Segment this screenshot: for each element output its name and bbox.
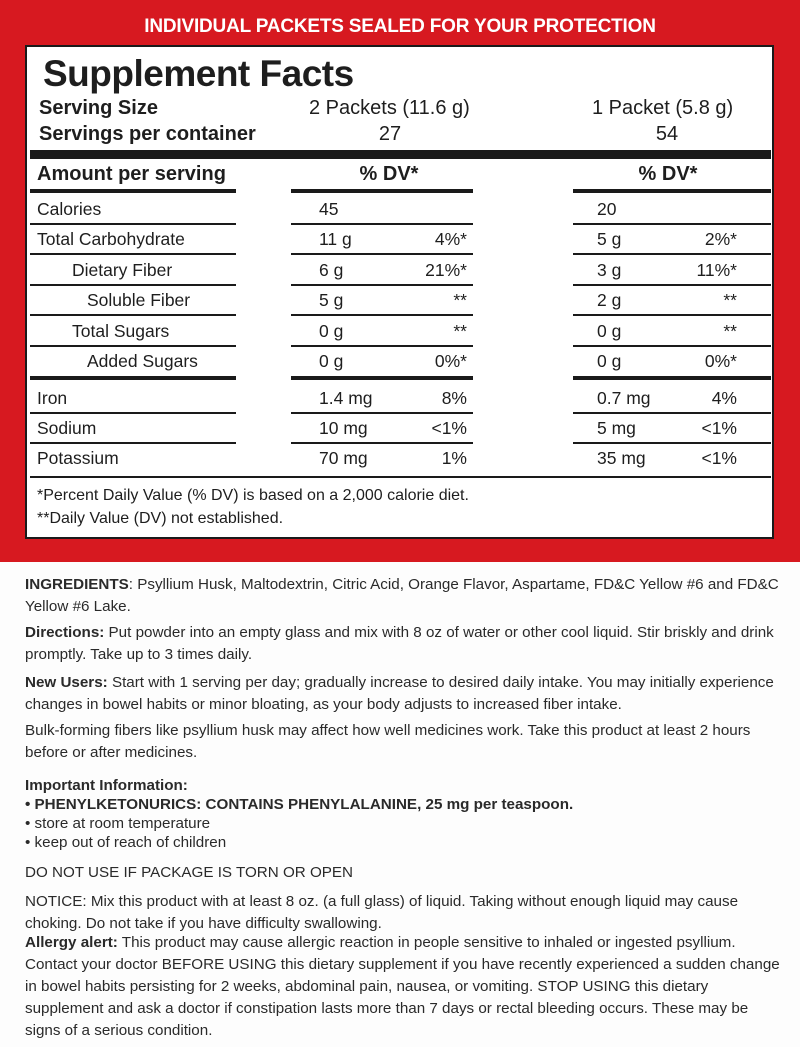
nutrient-dv-a: 21%* (425, 260, 467, 280)
footnote-dv: *Percent Daily Value (% DV) is based on a 2,000 calorie diet. (37, 487, 469, 504)
nutrient-dv-a: 8% (441, 388, 467, 408)
nutrient-dv-b: 4% (711, 388, 737, 408)
notice-paragraph: NOTICE: Mix this product with at least 8 oz. (a full glass) of liquid. Taking without enough liquid may cause choking. Do not take if you have difficulty swallowing. (25, 893, 739, 932)
row-divider (291, 412, 473, 414)
row-divider (291, 442, 473, 444)
nutrient-amount-a: 11 g (319, 229, 352, 249)
supplement-facts-panel (25, 45, 774, 539)
footnote-divider (30, 476, 771, 478)
nutrient-name: Dietary Fiber (72, 260, 173, 280)
nutrient-amount-b: 0 g (597, 351, 622, 371)
nutrient-dv-a: 0%* (434, 351, 467, 371)
row-divider (291, 223, 473, 225)
nutrient-name: Added Sugars (87, 351, 198, 371)
serving-size-label: Serving Size (39, 97, 158, 119)
nutrient-dv-b: 0%* (704, 351, 737, 371)
allergy-text: This product may cause allergic reaction in people sensitive to inhaled or ingested psyllium. Contact your doctor BEFORE USING this dietary supplement if you have recently experienced a sudden change in bowel habits persisting for 2 weeks, abdominal pain, nausea, or vomiting. STOP USING this dietary supplement and ask a doctor if constipation lasts more than 7 days or rectal bleeding occurs. These may be signs of a serious condition. (25, 934, 780, 1039)
new-users-label: New Users: (25, 674, 108, 691)
nutrient-dv-a: <1% (431, 418, 467, 438)
row-divider (291, 314, 473, 316)
nutrient-amount-a: 45 (319, 199, 339, 219)
amount-per-serving-header: Amount per serving (37, 163, 226, 185)
dv-header-a: % DV* (359, 163, 419, 185)
important-heading: Important Information: (25, 777, 188, 794)
allergy-label: Allergy alert: (25, 934, 118, 951)
nutrient-dv-b: 11%* (696, 260, 737, 280)
nutrient-amount-a: 10 mg (319, 418, 368, 438)
nutrient-amount-b: 5 mg (597, 418, 636, 438)
nutrient-name: Sodium (37, 418, 97, 438)
nutrient-dv-b: ** (723, 290, 737, 310)
nutrient-amount-a: 5 g (319, 290, 344, 310)
nutrient-amount-a: 0 g (319, 321, 344, 341)
row-divider (573, 223, 771, 225)
row-divider (573, 314, 771, 316)
directions-text: Put powder into an empty glass and mix with 8 oz of water or other cool liquid. Stir briskly and drink promptly. Take up to 3 times daily. (25, 624, 774, 663)
nutrient-amount-a: 70 mg (319, 448, 368, 468)
nutrient-dv-b: ** (723, 321, 737, 341)
section-divider (573, 376, 771, 380)
header-rule-left (30, 189, 236, 193)
nutrient-name: Potassium (37, 448, 119, 468)
row-divider (30, 253, 236, 255)
section-divider (291, 376, 473, 380)
row-divider (30, 412, 236, 414)
dv-header-b: % DV* (638, 163, 698, 185)
servings-b: 54 (655, 123, 679, 145)
row-divider (30, 442, 236, 444)
new-users-text: Start with 1 serving per day; gradually increase to desired daily intake. You may initially experience changes in bowel habits or minor bloating, as your body adjusts to increased fiber intake. (25, 674, 774, 713)
do-not-use-warning: DO NOT USE IF PACKAGE IS TORN OR OPEN (25, 864, 353, 881)
row-divider (30, 345, 236, 347)
important-bullet-storage: • store at room temperature (25, 813, 780, 835)
section-divider (30, 376, 236, 380)
directions-paragraph (25, 622, 780, 666)
thick-divider (30, 150, 771, 159)
row-divider (291, 253, 473, 255)
nutrient-name: Total Carbohydrate (37, 229, 185, 249)
nutrient-amount-a: 0 g (319, 351, 344, 371)
ingredients-label: INGREDIENTS (25, 576, 129, 593)
row-divider (573, 284, 771, 286)
nutrient-dv-a: 1% (441, 448, 467, 468)
servings-per-container-label: Servings per container (39, 123, 256, 145)
nutrient-dv-a: 4%* (434, 229, 467, 249)
nutrient-amount-b: 2 g (597, 290, 622, 310)
row-divider (291, 345, 473, 347)
ingredients-paragraph (25, 574, 780, 618)
row-divider (573, 412, 771, 414)
nutrient-dv-b: <1% (701, 448, 737, 468)
nutrient-amount-b: 20 (597, 199, 617, 219)
row-divider (573, 442, 771, 444)
nutrient-amount-a: 1.4 mg (319, 388, 373, 408)
nutrient-amount-b: 0.7 mg (597, 388, 651, 408)
nutrient-amount-b: 0 g (597, 321, 622, 341)
row-divider (30, 284, 236, 286)
nutrient-dv-b: <1% (701, 418, 737, 438)
nutrient-dv-b: 2%* (704, 229, 737, 249)
row-divider (30, 314, 236, 316)
packet-banner: INDIVIDUAL PACKETS SEALED FOR YOUR PROTECTION (144, 16, 656, 37)
directions-label: Directions: (25, 624, 105, 641)
important-bullet-children: • keep out of reach of children (25, 832, 780, 854)
allergy-paragraph (25, 932, 780, 1042)
row-divider (573, 253, 771, 255)
nutrient-name: Calories (37, 199, 102, 219)
servings-a: 27 (378, 123, 402, 145)
bulk-forming-paragraph: Bulk-forming fibers like psyllium husk may affect how well medicines work. Take this product at least 2 hours before or after medicines. (25, 722, 751, 761)
nutrient-name: Soluble Fiber (87, 290, 191, 310)
nutrient-amount-a: 6 g (319, 260, 344, 280)
footnote-not-established: **Daily Value (DV) not established. (37, 510, 284, 527)
facts-title: Supplement Facts (43, 53, 354, 94)
new-users-paragraph (25, 672, 780, 716)
header-rule-right (573, 189, 771, 193)
nutrient-amount-b: 3 g (597, 260, 622, 280)
row-divider (291, 284, 473, 286)
nutrient-amount-b: 5 g (597, 229, 622, 249)
nutrient-name: Total Sugars (72, 321, 170, 341)
serving-size-b: 1 Packet (5.8 g) (592, 97, 734, 119)
ingredients-text: : Psyllium Husk, Maltodextrin, Citric Acid, Orange Flavor, Aspartame, FD&C Yellow #6 and FD&C Yellow #6 Lake. (25, 576, 779, 615)
nutrient-name: Iron (37, 388, 68, 408)
header-rule-mid (291, 189, 473, 193)
serving-size-a: 2 Packets (11.6 g) (309, 97, 470, 119)
nutrient-dv-a: ** (453, 290, 467, 310)
row-divider (30, 223, 236, 225)
nutrient-dv-a: ** (453, 321, 467, 341)
nutrient-amount-b: 35 mg (597, 448, 646, 468)
row-divider (573, 345, 771, 347)
important-bullet-pku: • PHENYLKETONURICS: CONTAINS PHENYLALANINE, 25 mg per teaspoon. (25, 794, 780, 816)
